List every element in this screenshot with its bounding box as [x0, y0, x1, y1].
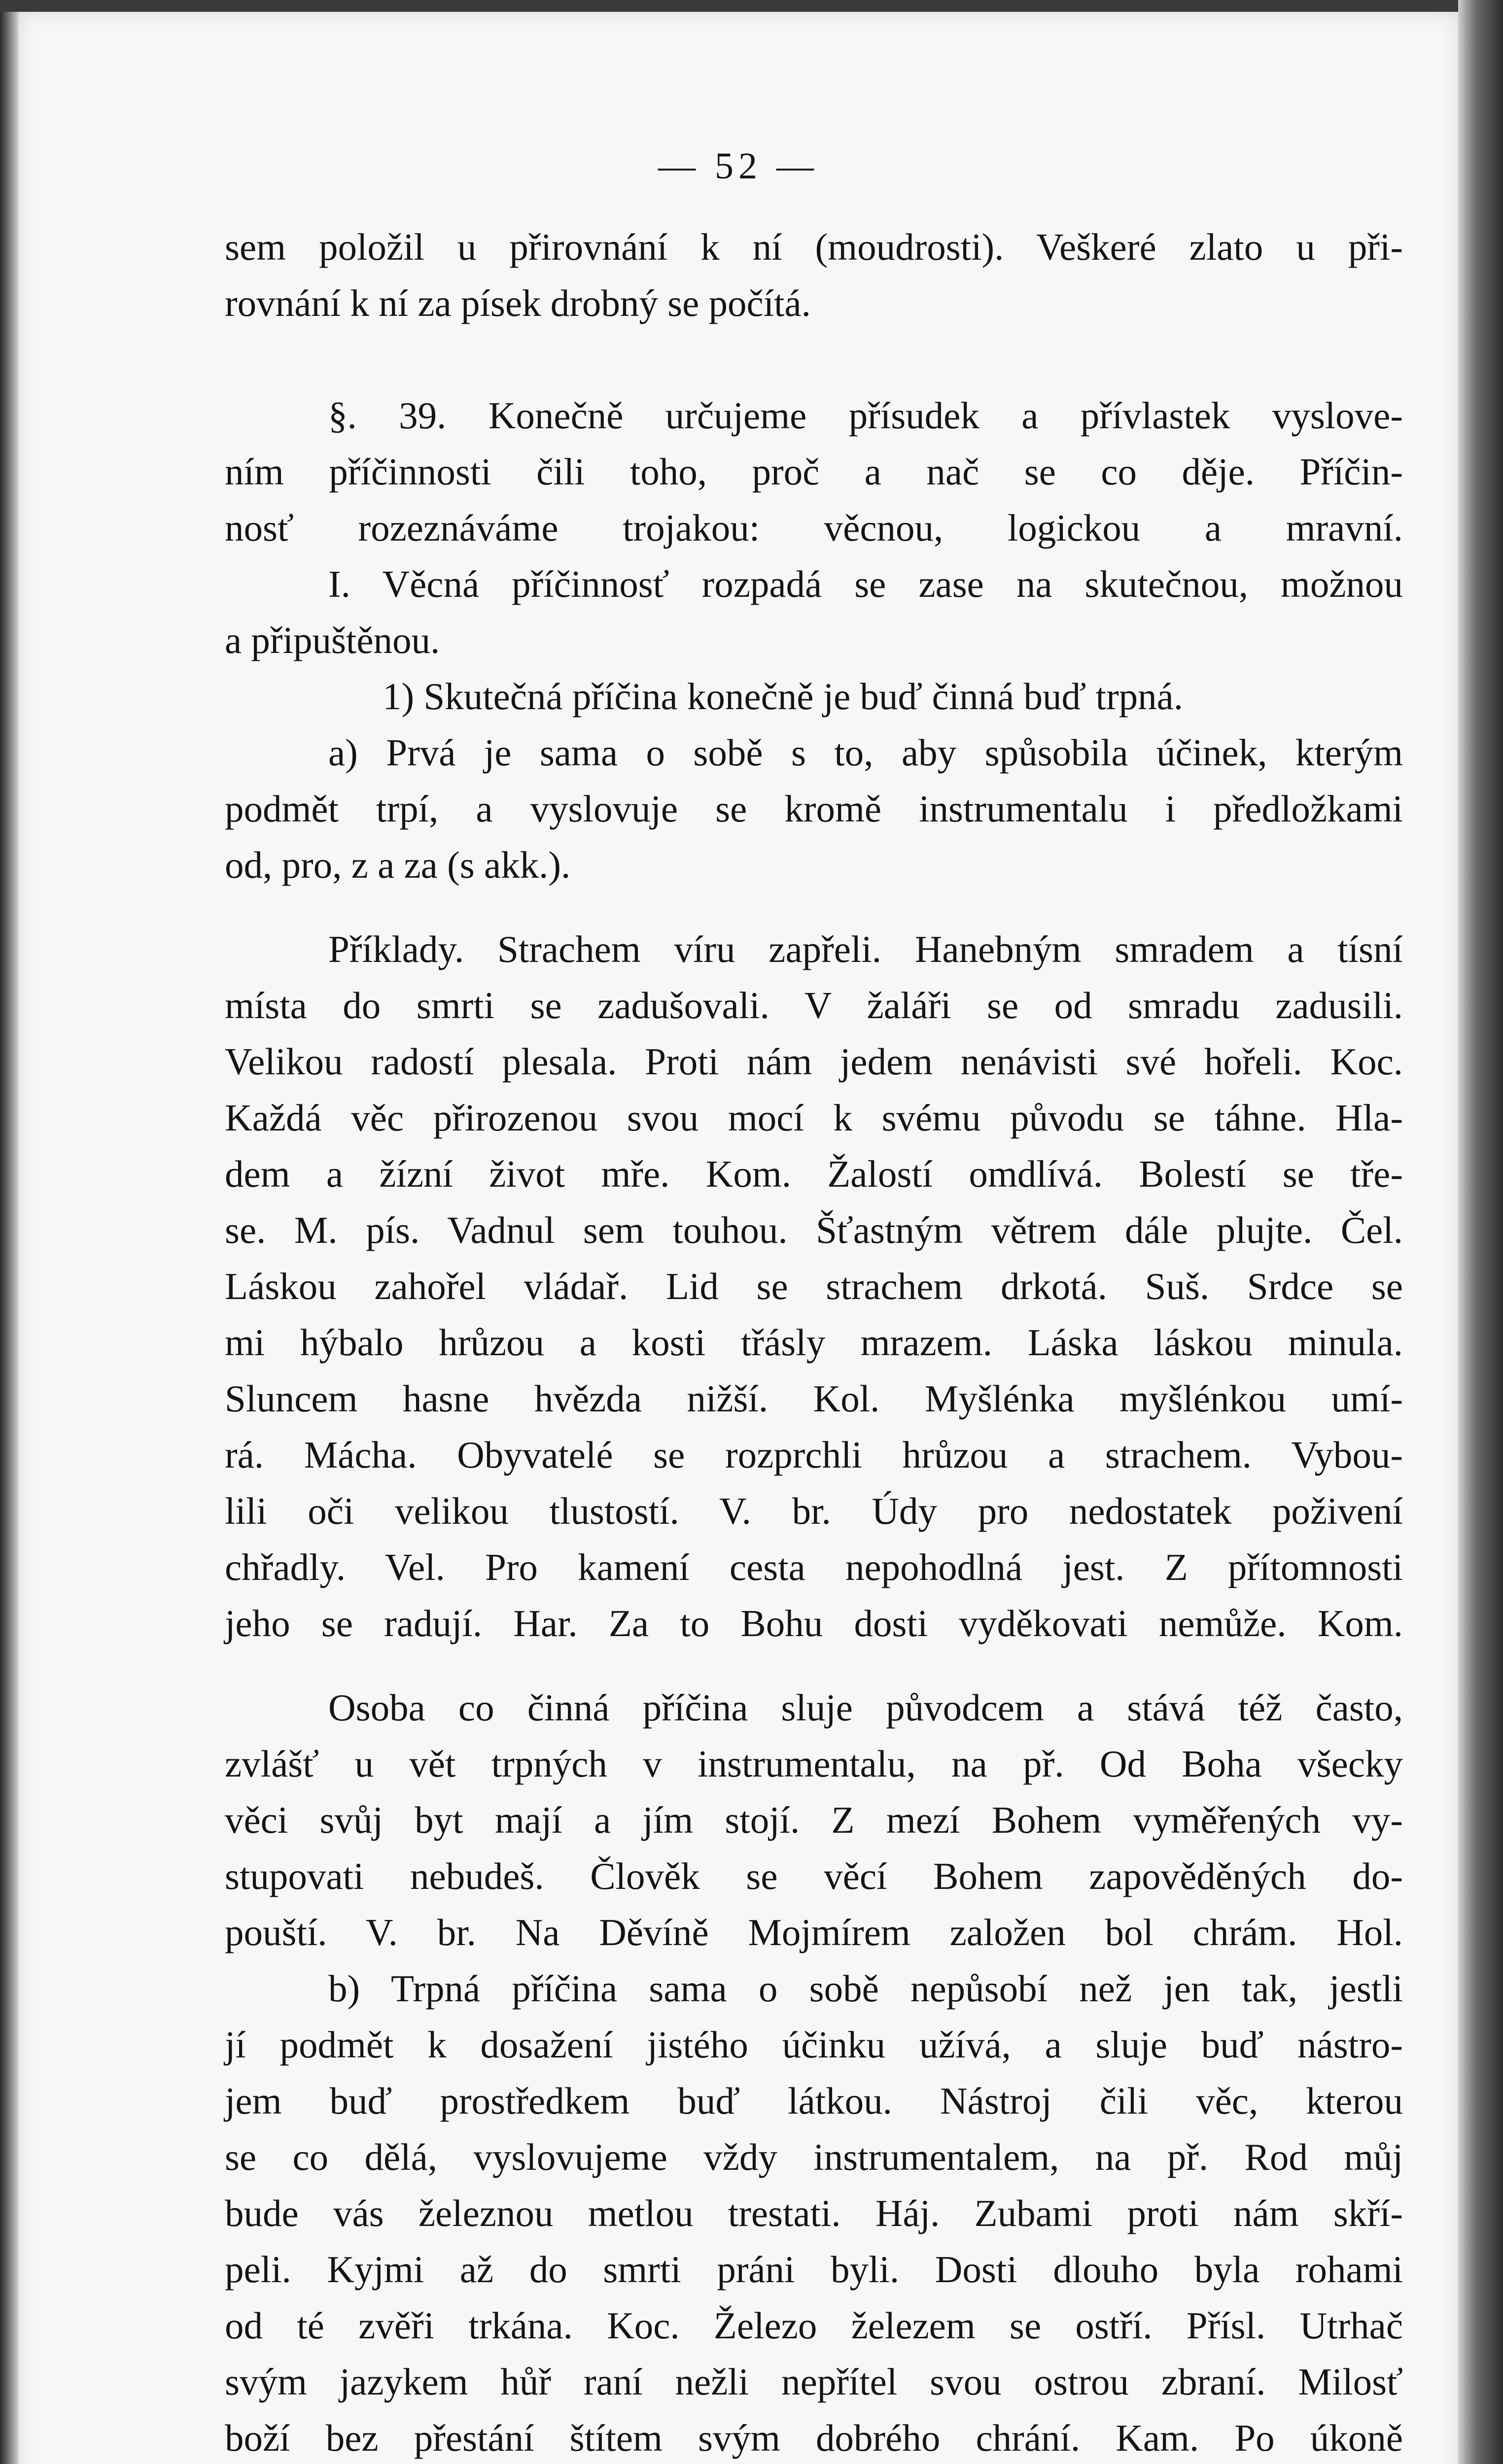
text-line: I. Věcná příčinnosť rozpadá se zase na skutečnou, možnou	[328, 563, 1403, 605]
text-line: bude vás železnou metlou trestati. Háj. Zubami proti nám skří-	[225, 2192, 1403, 2234]
book-binding-shadow	[0, 12, 19, 2464]
text-line: podmět trpí, a vyslovuje se kromě instrumentalu i předložkami	[225, 787, 1403, 830]
text-line: boží bez přestání štítem svým dobrého chrání. Kam. Po úkoně	[225, 2417, 1403, 2459]
text-line: zvlášť u vět trpných v instrumentalu, na př. Od Boha všecky	[225, 1743, 1403, 1785]
text-line: Láskou zahořel vládař. Lid se strachem drkotá. Suš. Srdce se	[225, 1265, 1403, 1307]
text-line: jem buď prostředkem buď látkou. Nástroj čili věc, kterou	[225, 2080, 1403, 2122]
page-number: — 52 —	[658, 145, 819, 187]
page-body	[225, 219, 1403, 2464]
text-line: stupovati nebudeš. Člověk se věcí Bohem zapověděných do-	[225, 1855, 1403, 1897]
text-line: mi hýbalo hrůzou a kosti třásly mrazem. Láska láskou minula.	[225, 1321, 1403, 1364]
text-line: b) Trpná příčina sama o sobě nepůsobí než jen tak, jestli	[328, 1967, 1403, 2010]
text-line: místa do smrti se zadušovali. V žaláři se od smradu zadusili.	[225, 984, 1403, 1027]
text-line: rá. Mácha. Obyvatelé se rozprchli hrůzou a strachem. Vybou-	[225, 1434, 1403, 1476]
text-line: pouští. V. br. Na Děvíně Mojmírem založen bol chrám. Hol.	[225, 1911, 1403, 1953]
text-line: sem položil u přirovnání k ní (moudrosti). Veškeré zlato u při-	[225, 226, 1403, 268]
text-line: a) Prvá je sama o sobě s to, aby spůsobila účinek, kterým	[328, 731, 1403, 774]
text-line: od, pro, z a za (s akk.).	[225, 844, 571, 886]
text-line: dem a žízní život mře. Kom. Žalostí omdlívá. Bolestí se tře-	[225, 1153, 1403, 1195]
text-line: jeho se radují. Har. Za to Bohu dosti vyděkovati nemůže. Kom.	[225, 1602, 1403, 1644]
text-line: chřadly. Vel. Pro kamení cesta nepohodlná jest. Z přítomnosti	[225, 1546, 1403, 1588]
examples-line: Příklady. Strachem víru zapřeli. Hanebným smradem a tísní	[328, 928, 1403, 970]
book-page	[19, 12, 1458, 2464]
page-edge-shadow	[1458, 0, 1503, 2464]
text-line: lili oči velikou tlustostí. V. br. Údy pro nedostatek poživení	[225, 1490, 1403, 1532]
text-line: nosť rozeznáváme trojakou: věcnou, logickou a mravní.	[225, 507, 1403, 549]
text-line: svým jazykem hůř raní nežli nepřítel svou ostrou zbraní. Milosť	[225, 2361, 1403, 2403]
section-heading-line: §. 39. Konečně určujeme přísudek a přívlastek vyslove-	[328, 394, 1403, 437]
text-line: 1) Skutečná příčina konečně je buď činná buď trpná.	[383, 675, 1184, 718]
text-line: jí podmět k dosažení jistého účinku užívá, a sluje buď nástro-	[225, 2023, 1403, 2066]
text-line: Velikou radostí plesala. Proti nám jedem nenávisti své hořeli. Koc.	[225, 1040, 1403, 1083]
text-line: rovnání k ní za písek drobný se počítá.	[225, 282, 811, 324]
text-line: Každá věc přirozenou svou mocí k svému původu se táhne. Hla-	[225, 1096, 1403, 1139]
text-line: Sluncem hasne hvězda nižší. Kol. Myšlénka myšlénkou umí-	[225, 1377, 1403, 1420]
text-line: Osoba co činná příčina sluje původcem a stává též často,	[328, 1686, 1403, 1729]
text-line: věci svůj byt mají a jím stojí. Z mezí Bohem vyměřených vy-	[225, 1799, 1403, 1841]
text-line: peli. Kyjmi až do smrti práni byli. Dosti dlouho byla rohami	[225, 2248, 1403, 2291]
text-line: ním příčinnosti čili toho, proč a nač se co děje. Příčin-	[225, 450, 1403, 493]
text-line: a připuštěnou.	[225, 619, 440, 661]
text-line: od té zvěři trkána. Koc. Železo železem se ostří. Přísl. Utrhač	[225, 2304, 1403, 2347]
text-line: se co dělá, vyslovujeme vždy instrumentalem, na př. Rod můj	[225, 2136, 1403, 2178]
text-line: se. M. pís. Vadnul sem touhou. Šťastným větrem dále plujte. Čel.	[225, 1209, 1403, 1251]
